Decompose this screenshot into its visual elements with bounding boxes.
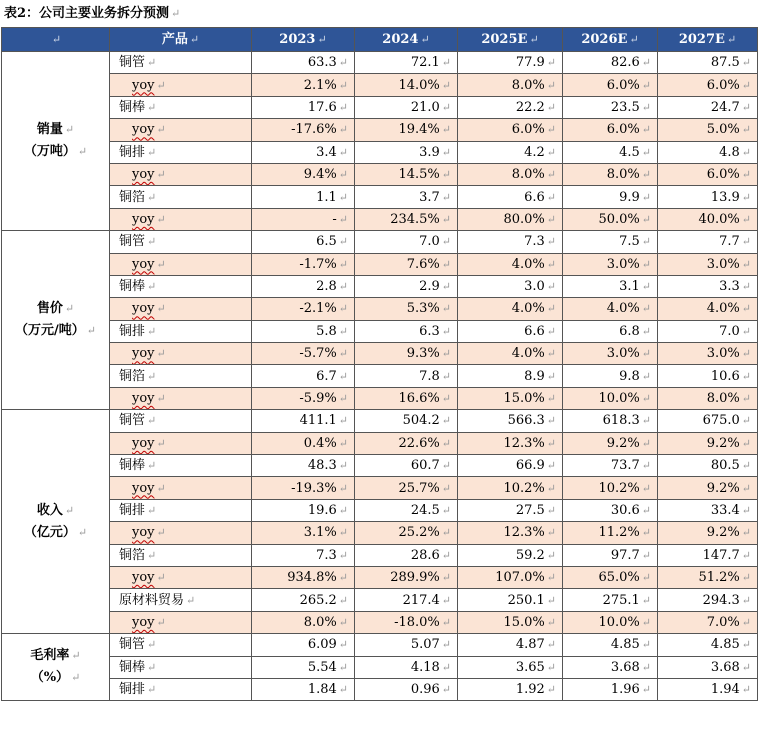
value-cell: 15.0% ↵ <box>458 611 563 633</box>
value-cell: 7.5 ↵ <box>563 231 658 253</box>
value-cell: 3.0% ↵ <box>658 343 758 365</box>
product-name: 铜排 ↵ <box>110 678 252 700</box>
table-row <box>2 119 758 141</box>
value-cell: 12.3% ↵ <box>458 522 563 544</box>
value-cell: 73.7 ↵ <box>563 455 658 477</box>
table-row <box>2 678 758 700</box>
table-row <box>2 589 758 611</box>
value-cell: 1.96 ↵ <box>563 678 658 700</box>
table-row <box>2 522 758 544</box>
product-name: 铜棒 ↵ <box>110 455 252 477</box>
value-cell: 8.0% ↵ <box>252 611 355 633</box>
value-cell: 10.2% ↵ <box>563 477 658 499</box>
value-cell: 33.4 ↵ <box>658 499 758 521</box>
value-cell: 7.3 ↵ <box>458 231 563 253</box>
value-cell: 5.07 ↵ <box>355 634 458 656</box>
value-cell: -5.9% ↵ <box>252 387 355 409</box>
section-label: 毛利率 ↵ （%） ↵ <box>2 634 110 701</box>
yoy-label: yoy ↵ <box>110 163 252 185</box>
yoy-label: yoy ↵ <box>110 522 252 544</box>
value-cell: 10.0% ↵ <box>563 387 658 409</box>
table-row <box>2 96 758 118</box>
header-cell: 2023 ↵ <box>252 28 355 52</box>
value-cell: 3.0% ↵ <box>563 343 658 365</box>
value-cell: 9.2% ↵ <box>563 432 658 454</box>
value-cell: 4.87 ↵ <box>458 634 563 656</box>
value-cell: 63.3 ↵ <box>252 52 355 74</box>
value-cell: 6.0% ↵ <box>458 119 563 141</box>
forecast-table <box>1 27 758 701</box>
value-cell: 2.1% ↵ <box>252 74 355 96</box>
value-cell: 22.6% ↵ <box>355 432 458 454</box>
value-cell: 7.0 ↵ <box>658 320 758 342</box>
value-cell: 82.6 ↵ <box>563 52 658 74</box>
yoy-label: yoy ↵ <box>110 387 252 409</box>
table-row <box>2 74 758 96</box>
table-row <box>2 432 758 454</box>
value-cell: 21.0 ↵ <box>355 96 458 118</box>
value-cell: 3.0% ↵ <box>563 253 658 275</box>
value-cell: 9.4% ↵ <box>252 163 355 185</box>
header-cell: ↵ <box>2 28 110 52</box>
table-row <box>2 163 758 185</box>
table-row <box>2 656 758 678</box>
value-cell: 217.4 ↵ <box>355 589 458 611</box>
value-cell: 60.7 ↵ <box>355 455 458 477</box>
value-cell: 8.0% ↵ <box>658 387 758 409</box>
value-cell: 3.7 ↵ <box>355 186 458 208</box>
value-cell: 19.6 ↵ <box>252 499 355 521</box>
value-cell: 147.7 ↵ <box>658 544 758 566</box>
value-cell: 80.5 ↵ <box>658 455 758 477</box>
value-cell: 5.0% ↵ <box>658 119 758 141</box>
product-name: 铜箔 ↵ <box>110 186 252 208</box>
value-cell: 8.9 ↵ <box>458 365 563 387</box>
value-cell: 1.94 ↵ <box>658 678 758 700</box>
value-cell: 10.0% ↵ <box>563 611 658 633</box>
value-cell: 0.4% ↵ <box>252 432 355 454</box>
value-cell: 7.8 ↵ <box>355 365 458 387</box>
product-name: 铜管 ↵ <box>110 231 252 253</box>
value-cell: 3.9 ↵ <box>355 141 458 163</box>
product-name: 铜排 ↵ <box>110 320 252 342</box>
value-cell: 234.5% ↵ <box>355 208 458 230</box>
value-cell: 7.3 ↵ <box>252 544 355 566</box>
yoy-label: yoy ↵ <box>110 611 252 633</box>
yoy-label: yoy ↵ <box>110 74 252 96</box>
value-cell: 6.6 ↵ <box>458 320 563 342</box>
product-name: 铜箔 ↵ <box>110 365 252 387</box>
value-cell: 25.2% ↵ <box>355 522 458 544</box>
value-cell: 14.0% ↵ <box>355 74 458 96</box>
table-row <box>2 544 758 566</box>
value-cell: 77.9 ↵ <box>458 52 563 74</box>
value-cell: 2.9 ↵ <box>355 275 458 297</box>
value-cell: -17.6% ↵ <box>252 119 355 141</box>
value-cell: 4.18 ↵ <box>355 656 458 678</box>
value-cell: 50.0% ↵ <box>563 208 658 230</box>
yoy-label: yoy ↵ <box>110 432 252 454</box>
yoy-label: yoy ↵ <box>110 477 252 499</box>
value-cell: 0.96 ↵ <box>355 678 458 700</box>
value-cell: 12.3% ↵ <box>458 432 563 454</box>
header-cell: 2025E ↵ <box>458 28 563 52</box>
value-cell: 11.2% ↵ <box>563 522 658 544</box>
value-cell: 48.3 ↵ <box>252 455 355 477</box>
table-row <box>2 231 758 253</box>
header-row <box>2 28 758 52</box>
table-row <box>2 566 758 588</box>
value-cell: 87.5 ↵ <box>658 52 758 74</box>
yoy-label: yoy ↵ <box>110 119 252 141</box>
value-cell: 13.9 ↵ <box>658 186 758 208</box>
header-cell: 2027E ↵ <box>658 28 758 52</box>
value-cell: 3.65 ↵ <box>458 656 563 678</box>
table-row <box>2 634 758 656</box>
value-cell: 6.6 ↵ <box>458 186 563 208</box>
value-cell: 4.0% ↵ <box>563 298 658 320</box>
header-cell: 2026E ↵ <box>563 28 658 52</box>
value-cell: 30.6 ↵ <box>563 499 658 521</box>
value-cell: 8.0% ↵ <box>563 163 658 185</box>
value-cell: 27.5 ↵ <box>458 499 563 521</box>
value-cell: 3.0 ↵ <box>458 275 563 297</box>
yoy-label: yoy ↵ <box>110 566 252 588</box>
product-name: 铜排 ↵ <box>110 499 252 521</box>
value-cell: 6.09 ↵ <box>252 634 355 656</box>
value-cell: 24.7 ↵ <box>658 96 758 118</box>
table-row <box>2 320 758 342</box>
value-cell: 6.3 ↵ <box>355 320 458 342</box>
product-name: 铜棒 ↵ <box>110 275 252 297</box>
value-cell: 80.0% ↵ <box>458 208 563 230</box>
value-cell: 4.85 ↵ <box>658 634 758 656</box>
header-cell: 产品 ↵ <box>110 28 252 52</box>
value-cell: 618.3 ↵ <box>563 410 658 432</box>
product-name: 原材料贸易 ↵ <box>110 589 252 611</box>
table-row <box>2 275 758 297</box>
value-cell: 6.0% ↵ <box>658 163 758 185</box>
product-name: 铜箔 ↵ <box>110 544 252 566</box>
value-cell: 9.8 ↵ <box>563 365 658 387</box>
value-cell: 59.2 ↵ <box>458 544 563 566</box>
table-row <box>2 253 758 275</box>
value-cell: 566.3 ↵ <box>458 410 563 432</box>
table-row <box>2 343 758 365</box>
header-cell: 2024 ↵ <box>355 28 458 52</box>
yoy-label: yoy ↵ <box>110 253 252 275</box>
value-cell: 3.4 ↵ <box>252 141 355 163</box>
table-row <box>2 186 758 208</box>
value-cell: 25.7% ↵ <box>355 477 458 499</box>
value-cell: 6.7 ↵ <box>252 365 355 387</box>
value-cell: 5.54 ↵ <box>252 656 355 678</box>
value-cell: 15.0% ↵ <box>458 387 563 409</box>
value-cell: - ↵ <box>252 208 355 230</box>
table-row <box>2 611 758 633</box>
value-cell: 5.8 ↵ <box>252 320 355 342</box>
value-cell: 9.2% ↵ <box>658 522 758 544</box>
product-name: 铜棒 ↵ <box>110 96 252 118</box>
table-row <box>2 208 758 230</box>
value-cell: 265.2 ↵ <box>252 589 355 611</box>
value-cell: 1.1 ↵ <box>252 186 355 208</box>
value-cell: 97.7 ↵ <box>563 544 658 566</box>
table-row <box>2 477 758 499</box>
value-cell: 4.5 ↵ <box>563 141 658 163</box>
value-cell: 3.1% ↵ <box>252 522 355 544</box>
value-cell: 3.3 ↵ <box>658 275 758 297</box>
value-cell: 5.3% ↵ <box>355 298 458 320</box>
value-cell: 4.0% ↵ <box>458 343 563 365</box>
value-cell: -18.0% ↵ <box>355 611 458 633</box>
value-cell: 19.4% ↵ <box>355 119 458 141</box>
value-cell: -5.7% ↵ <box>252 343 355 365</box>
section-label: 销量 ↵ （万吨） ↵ <box>2 52 110 231</box>
value-cell: 675.0 ↵ <box>658 410 758 432</box>
value-cell: 4.85 ↵ <box>563 634 658 656</box>
value-cell: 51.2% ↵ <box>658 566 758 588</box>
value-cell: 17.6 ↵ <box>252 96 355 118</box>
table-row <box>2 298 758 320</box>
value-cell: 6.5 ↵ <box>252 231 355 253</box>
value-cell: 934.8% ↵ <box>252 566 355 588</box>
value-cell: 107.0% ↵ <box>458 566 563 588</box>
value-cell: 4.2 ↵ <box>458 141 563 163</box>
table-row <box>2 141 758 163</box>
value-cell: 1.84 ↵ <box>252 678 355 700</box>
product-name: 铜排 ↵ <box>110 141 252 163</box>
table-row <box>2 410 758 432</box>
value-cell: 6.0% ↵ <box>563 119 658 141</box>
value-cell: 7.0% ↵ <box>658 611 758 633</box>
yoy-label: yoy ↵ <box>110 208 252 230</box>
value-cell: 8.0% ↵ <box>458 163 563 185</box>
value-cell: 23.5 ↵ <box>563 96 658 118</box>
value-cell: 9.3% ↵ <box>355 343 458 365</box>
table-row <box>2 365 758 387</box>
yoy-label: yoy ↵ <box>110 298 252 320</box>
value-cell: 411.1 ↵ <box>252 410 355 432</box>
table-row <box>2 52 758 74</box>
value-cell: 1.92 ↵ <box>458 678 563 700</box>
value-cell: 504.2 ↵ <box>355 410 458 432</box>
value-cell: 9.2% ↵ <box>658 477 758 499</box>
value-cell: 7.6% ↵ <box>355 253 458 275</box>
value-cell: 4.8 ↵ <box>658 141 758 163</box>
product-name: 铜棒 ↵ <box>110 656 252 678</box>
value-cell: 9.9 ↵ <box>563 186 658 208</box>
table-title: 表2：公司主要业务拆分预测 ↵ <box>4 6 181 21</box>
value-cell: -2.1% ↵ <box>252 298 355 320</box>
section-label: 售价 ↵ （万元/吨） ↵ <box>2 231 110 410</box>
value-cell: -1.7% ↵ <box>252 253 355 275</box>
value-cell: 7.7 ↵ <box>658 231 758 253</box>
value-cell: 6.0% ↵ <box>563 74 658 96</box>
value-cell: 72.1 ↵ <box>355 52 458 74</box>
value-cell: 3.0% ↵ <box>658 253 758 275</box>
yoy-label: yoy ↵ <box>110 343 252 365</box>
value-cell: 3.68 ↵ <box>563 656 658 678</box>
value-cell: 4.0% ↵ <box>458 253 563 275</box>
value-cell: 65.0% ↵ <box>563 566 658 588</box>
value-cell: 3.1 ↵ <box>563 275 658 297</box>
value-cell: 10.6 ↵ <box>658 365 758 387</box>
value-cell: 289.9% ↵ <box>355 566 458 588</box>
product-name: 铜管 ↵ <box>110 634 252 656</box>
value-cell: 8.0% ↵ <box>458 74 563 96</box>
value-cell: 294.3 ↵ <box>658 589 758 611</box>
value-cell: 22.2 ↵ <box>458 96 563 118</box>
value-cell: 14.5% ↵ <box>355 163 458 185</box>
value-cell: 16.6% ↵ <box>355 387 458 409</box>
value-cell: 24.5 ↵ <box>355 499 458 521</box>
value-cell: 9.2% ↵ <box>658 432 758 454</box>
section-label: 收入 ↵ （亿元） ↵ <box>2 410 110 634</box>
value-cell: 4.0% ↵ <box>458 298 563 320</box>
value-cell: 28.6 ↵ <box>355 544 458 566</box>
value-cell: 66.9 ↵ <box>458 455 563 477</box>
product-name: 铜管 ↵ <box>110 410 252 432</box>
value-cell: 275.1 ↵ <box>563 589 658 611</box>
value-cell: 250.1 ↵ <box>458 589 563 611</box>
table-row <box>2 499 758 521</box>
value-cell: 6.0% ↵ <box>658 74 758 96</box>
value-cell: 40.0% ↵ <box>658 208 758 230</box>
product-name: 铜管 ↵ <box>110 52 252 74</box>
value-cell: 3.68 ↵ <box>658 656 758 678</box>
table-row <box>2 387 758 409</box>
value-cell: 6.8 ↵ <box>563 320 658 342</box>
value-cell: 10.2% ↵ <box>458 477 563 499</box>
table-row <box>2 455 758 477</box>
value-cell: -19.3% ↵ <box>252 477 355 499</box>
value-cell: 2.8 ↵ <box>252 275 355 297</box>
value-cell: 4.0% ↵ <box>658 298 758 320</box>
value-cell: 7.0 ↵ <box>355 231 458 253</box>
